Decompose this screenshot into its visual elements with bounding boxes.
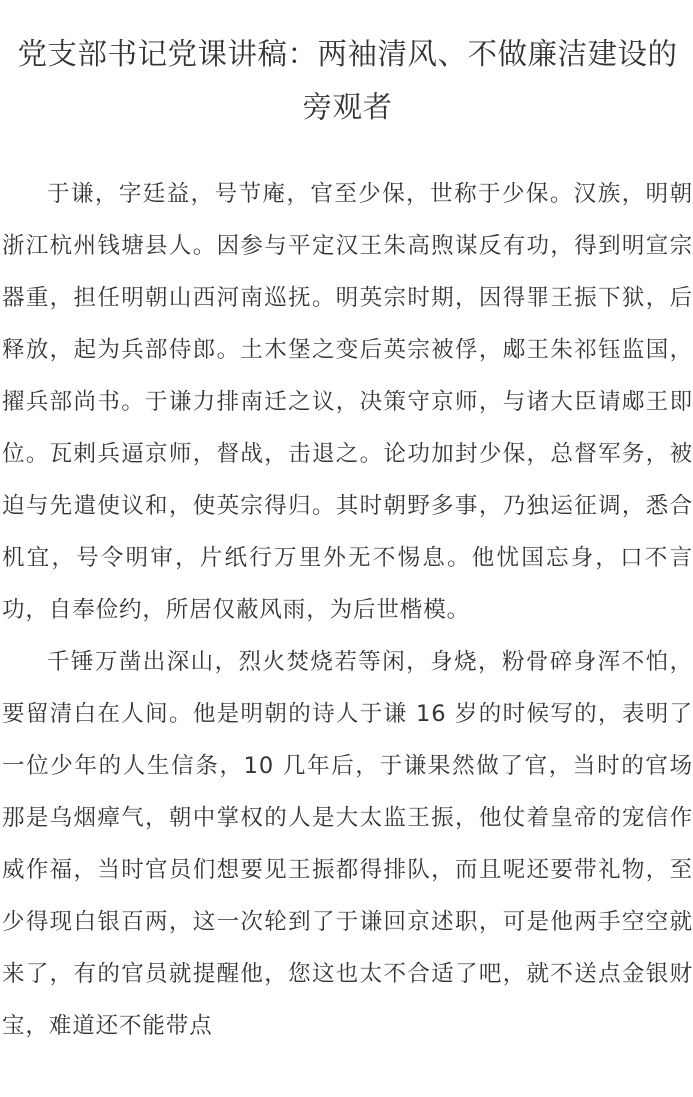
article-title: 党支部书记党课讲稿：两袖清风、不做廉洁建设的旁观者 <box>17 37 678 124</box>
paragraph: 于谦，字廷益，号节庵，官至少保，世称于少保。汉族，明朝浙江杭州钱塘县人。因参与平定汉王朱高煦谋反有功，得到明宣宗器重，担任明朝山西河南巡抚。明英宗时期，因得罪王振下狱，后释放，起为兵部侍郎。土木堡之变后英宗被俘，郕王朱祁钰监国，擢兵部尚书。于谦力排南迁之议，决策守京师，与诸大臣请郕王即位。瓦剌兵逼京师，督战，击退之。论功加封少保，总督军务，被迫与先遣使议和，使英宗得归。其时朝野多事，乃独运征调，悉合机宜，号令明审，片纸行万里外无不惕息。他忧国忘身，口不言功，自奉俭约，所居仅蔽风雨，为后世楷模。 <box>2 181 693 623</box>
article-body <box>2 168 693 1052</box>
paragraph: 千锤万凿出深山，烈火焚烧若等闲，身烧，粉骨碎身浑不怕，要留清白在人间。他是明朝的诗人于谦 16 岁的时候写的，表明了一位少年的人生信条，10 几年后，于谦果然做了官，当时的官场那是乌烟瘴气，朝中掌权的人是大太监王振，他仗着皇帝的宠信作威作福，当时官员们想要见王振都得排队，而且呢还要带礼物，至少得现白银百两，这一次轮到了于谦回京述职，可是他两手空空就来了，有的官员就提醒他，您这也太不合适了吧，就不送点金银财宝，难道还不能带点 <box>2 649 693 1039</box>
